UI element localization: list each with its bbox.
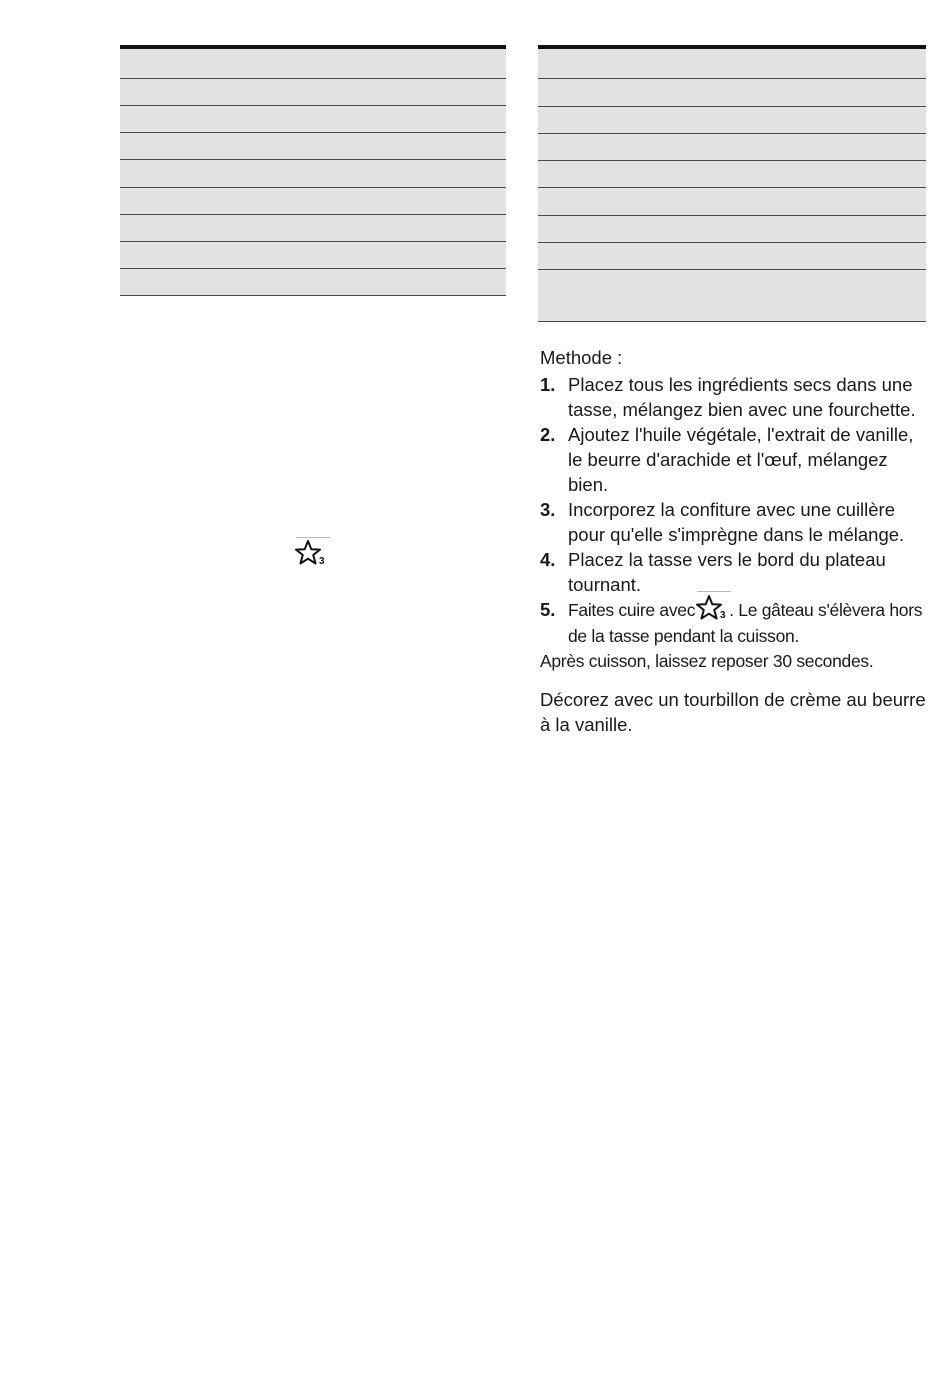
table-row [120, 106, 506, 133]
method-steps [540, 372, 930, 649]
step-number: 4. [540, 549, 556, 570]
method-heading: Methode : [540, 347, 623, 368]
table-row [538, 188, 926, 216]
star-3-icon [695, 599, 729, 619]
step-text: Placez la tasse vers le bord du plateau tournant. [568, 549, 886, 595]
table-row [538, 79, 926, 107]
step-text-continued: . Le gâteau s'élèvera hors de la tasse pendant la cuisson. [568, 600, 923, 646]
table-row [538, 216, 926, 243]
step-text: Faites cuire avec [568, 600, 696, 620]
step-number: 2. [540, 424, 556, 445]
step-text: Incorporez la confiture avec une cuillère pour qu'elle s'imprègne dans le mélange. [568, 499, 905, 545]
table-row [120, 49, 506, 79]
ingredients-table-left [120, 45, 506, 296]
table-row [538, 107, 926, 134]
step-number: 5. [540, 599, 556, 620]
star-3-icon [294, 537, 330, 567]
table-row [538, 49, 926, 79]
table-row [120, 160, 506, 188]
table-row [120, 269, 506, 296]
decoration-note: Décorez avec un tourbillon de crème au beurre à la vanille. [540, 689, 926, 735]
table-row [120, 188, 506, 215]
table-row [120, 133, 506, 160]
table-row [538, 134, 926, 161]
svg-text:3: 3 [319, 556, 325, 567]
step-number: 1. [540, 374, 556, 395]
table-row [120, 79, 506, 106]
table-row [538, 270, 926, 322]
method-step-5 [540, 597, 930, 649]
step-number: 3. [540, 499, 556, 520]
step-text: Ajoutez l'huile végétale, l'extrait de vanille, le beurre d'arachide et l'œuf, mélangez bien. [568, 424, 914, 495]
ingredients-table-right [538, 45, 926, 322]
table-row [120, 215, 506, 242]
method-step-4 [540, 547, 930, 597]
table-row [538, 161, 926, 188]
method-step-2 [540, 422, 930, 497]
method-step-3 [540, 497, 930, 547]
svg-text:3: 3 [720, 610, 726, 620]
table-row [120, 242, 506, 269]
step-text: Placez tous les ingrédients secs dans une tasse, mélangez bien avec une fourchette. [568, 374, 916, 420]
method-step-1 [540, 372, 930, 422]
method-section [540, 345, 930, 737]
table-row [538, 243, 926, 270]
after-cooking-note: Après cuisson, laissez reposer 30 secondes. [540, 651, 874, 671]
